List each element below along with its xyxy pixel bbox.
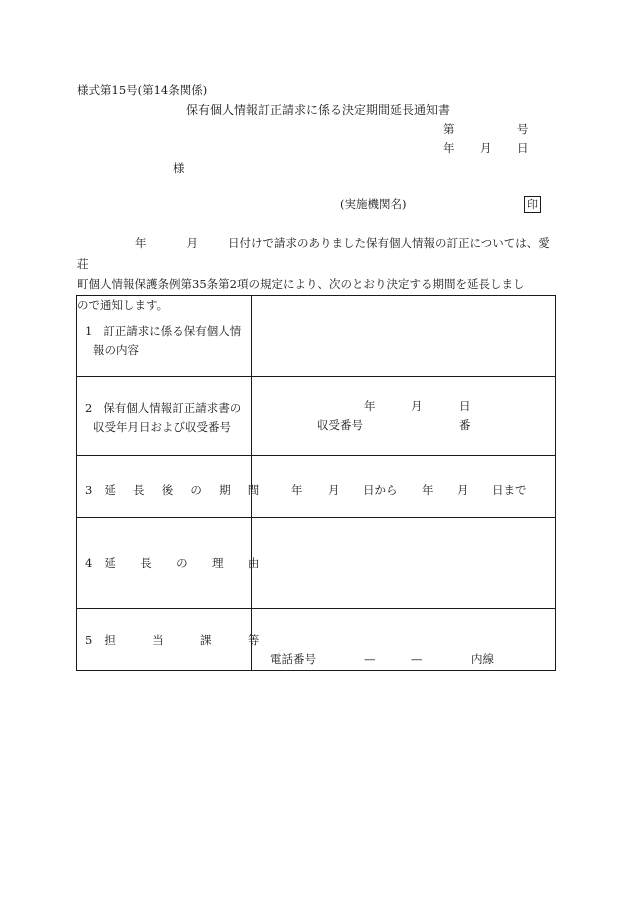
receipt-number-suffix: 番 <box>459 418 471 432</box>
row3-label <box>85 481 259 500</box>
period-to-day: 日まで <box>492 483 527 497</box>
period-to-year: 年 <box>422 483 434 497</box>
row-divider <box>77 455 555 456</box>
body-line-3: ので通知します。 <box>77 297 169 312</box>
extension-label: 内線 <box>471 652 494 666</box>
date-day: 日 <box>517 141 529 155</box>
body-line-1-text: 日付けで請求のありました保有個人情報の訂正については、愛荘 <box>77 236 550 271</box>
row2-day: 日 <box>459 399 471 413</box>
row5-number: 5 <box>85 633 93 647</box>
row3-label-char: 延 <box>104 483 116 497</box>
document-title: 保有個人情報訂正請求に係る決定期間延長通知書 <box>186 103 451 117</box>
period-from-year: 年 <box>291 483 303 497</box>
extension-table <box>76 295 556 671</box>
row2-number: 2 <box>85 401 93 415</box>
doc-number-suffix: 号 <box>517 122 529 136</box>
body-year: 年 <box>135 236 147 250</box>
period-from-day: 日から <box>363 483 398 497</box>
row3-label-char: 長 <box>133 483 145 497</box>
row2-year: 年 <box>364 399 376 413</box>
row5-label-char: 当 <box>152 633 164 647</box>
period-to-month: 月 <box>457 483 469 497</box>
row5-label <box>85 631 259 650</box>
row1-label-line1: 訂正請求に係る保有個人情 <box>103 324 242 338</box>
row4-label-char: 長 <box>140 556 152 570</box>
row-divider <box>77 376 555 377</box>
row4-label <box>85 554 259 573</box>
doc-number-prefix: 第 <box>443 122 455 136</box>
row2-month: 月 <box>411 399 423 413</box>
row1-number: 1 <box>85 324 93 338</box>
row4-label-char: 延 <box>104 556 116 570</box>
body-month: 月 <box>186 236 198 250</box>
row5-label-char: 等 <box>247 633 260 647</box>
body-line-2: 町個人情報保護条例第35条第2項の規定により、次のとおり決定する期間を延長しまし <box>77 277 525 291</box>
row3-label-char: 後 <box>161 483 174 497</box>
phone-label: 電話番号 <box>270 652 316 666</box>
receipt-number-label: 収受番号 <box>317 418 363 432</box>
row-divider <box>77 517 555 518</box>
row3-number: 3 <box>85 483 93 497</box>
row2-label <box>85 399 241 437</box>
row-divider <box>77 608 555 609</box>
row1-label <box>85 322 241 360</box>
row2-label-line2: 収受年月日および収受番号 <box>93 420 231 434</box>
body-line-1 <box>77 233 557 274</box>
row5-label-char: 担 <box>104 633 116 647</box>
row3-label-char: の <box>190 483 202 497</box>
date-month: 月 <box>480 141 492 155</box>
agency-label: (実施機関名) <box>340 197 407 211</box>
row2-label-line1: 保有個人情報訂正請求書の <box>103 401 242 415</box>
row1-label-line2: 報の内容 <box>93 343 139 357</box>
row3-label-char: 期 <box>219 483 231 497</box>
phone-dash-1: — <box>364 652 376 666</box>
row4-label-char: 由 <box>247 556 260 570</box>
addressee-suffix: 様 <box>173 161 185 175</box>
row4-number: 4 <box>85 556 93 570</box>
row4-label-char: の <box>176 556 188 570</box>
row3-label-char: 間 <box>247 483 260 497</box>
row4-label-char: 理 <box>211 556 224 570</box>
form-number: 様式第15号(第14条関係) <box>77 83 208 97</box>
seal-mark: 印 <box>524 196 541 213</box>
phone-dash-2: — <box>411 652 423 666</box>
row5-label-char: 課 <box>199 633 212 647</box>
date-year: 年 <box>443 141 455 155</box>
period-from-month: 月 <box>328 483 340 497</box>
